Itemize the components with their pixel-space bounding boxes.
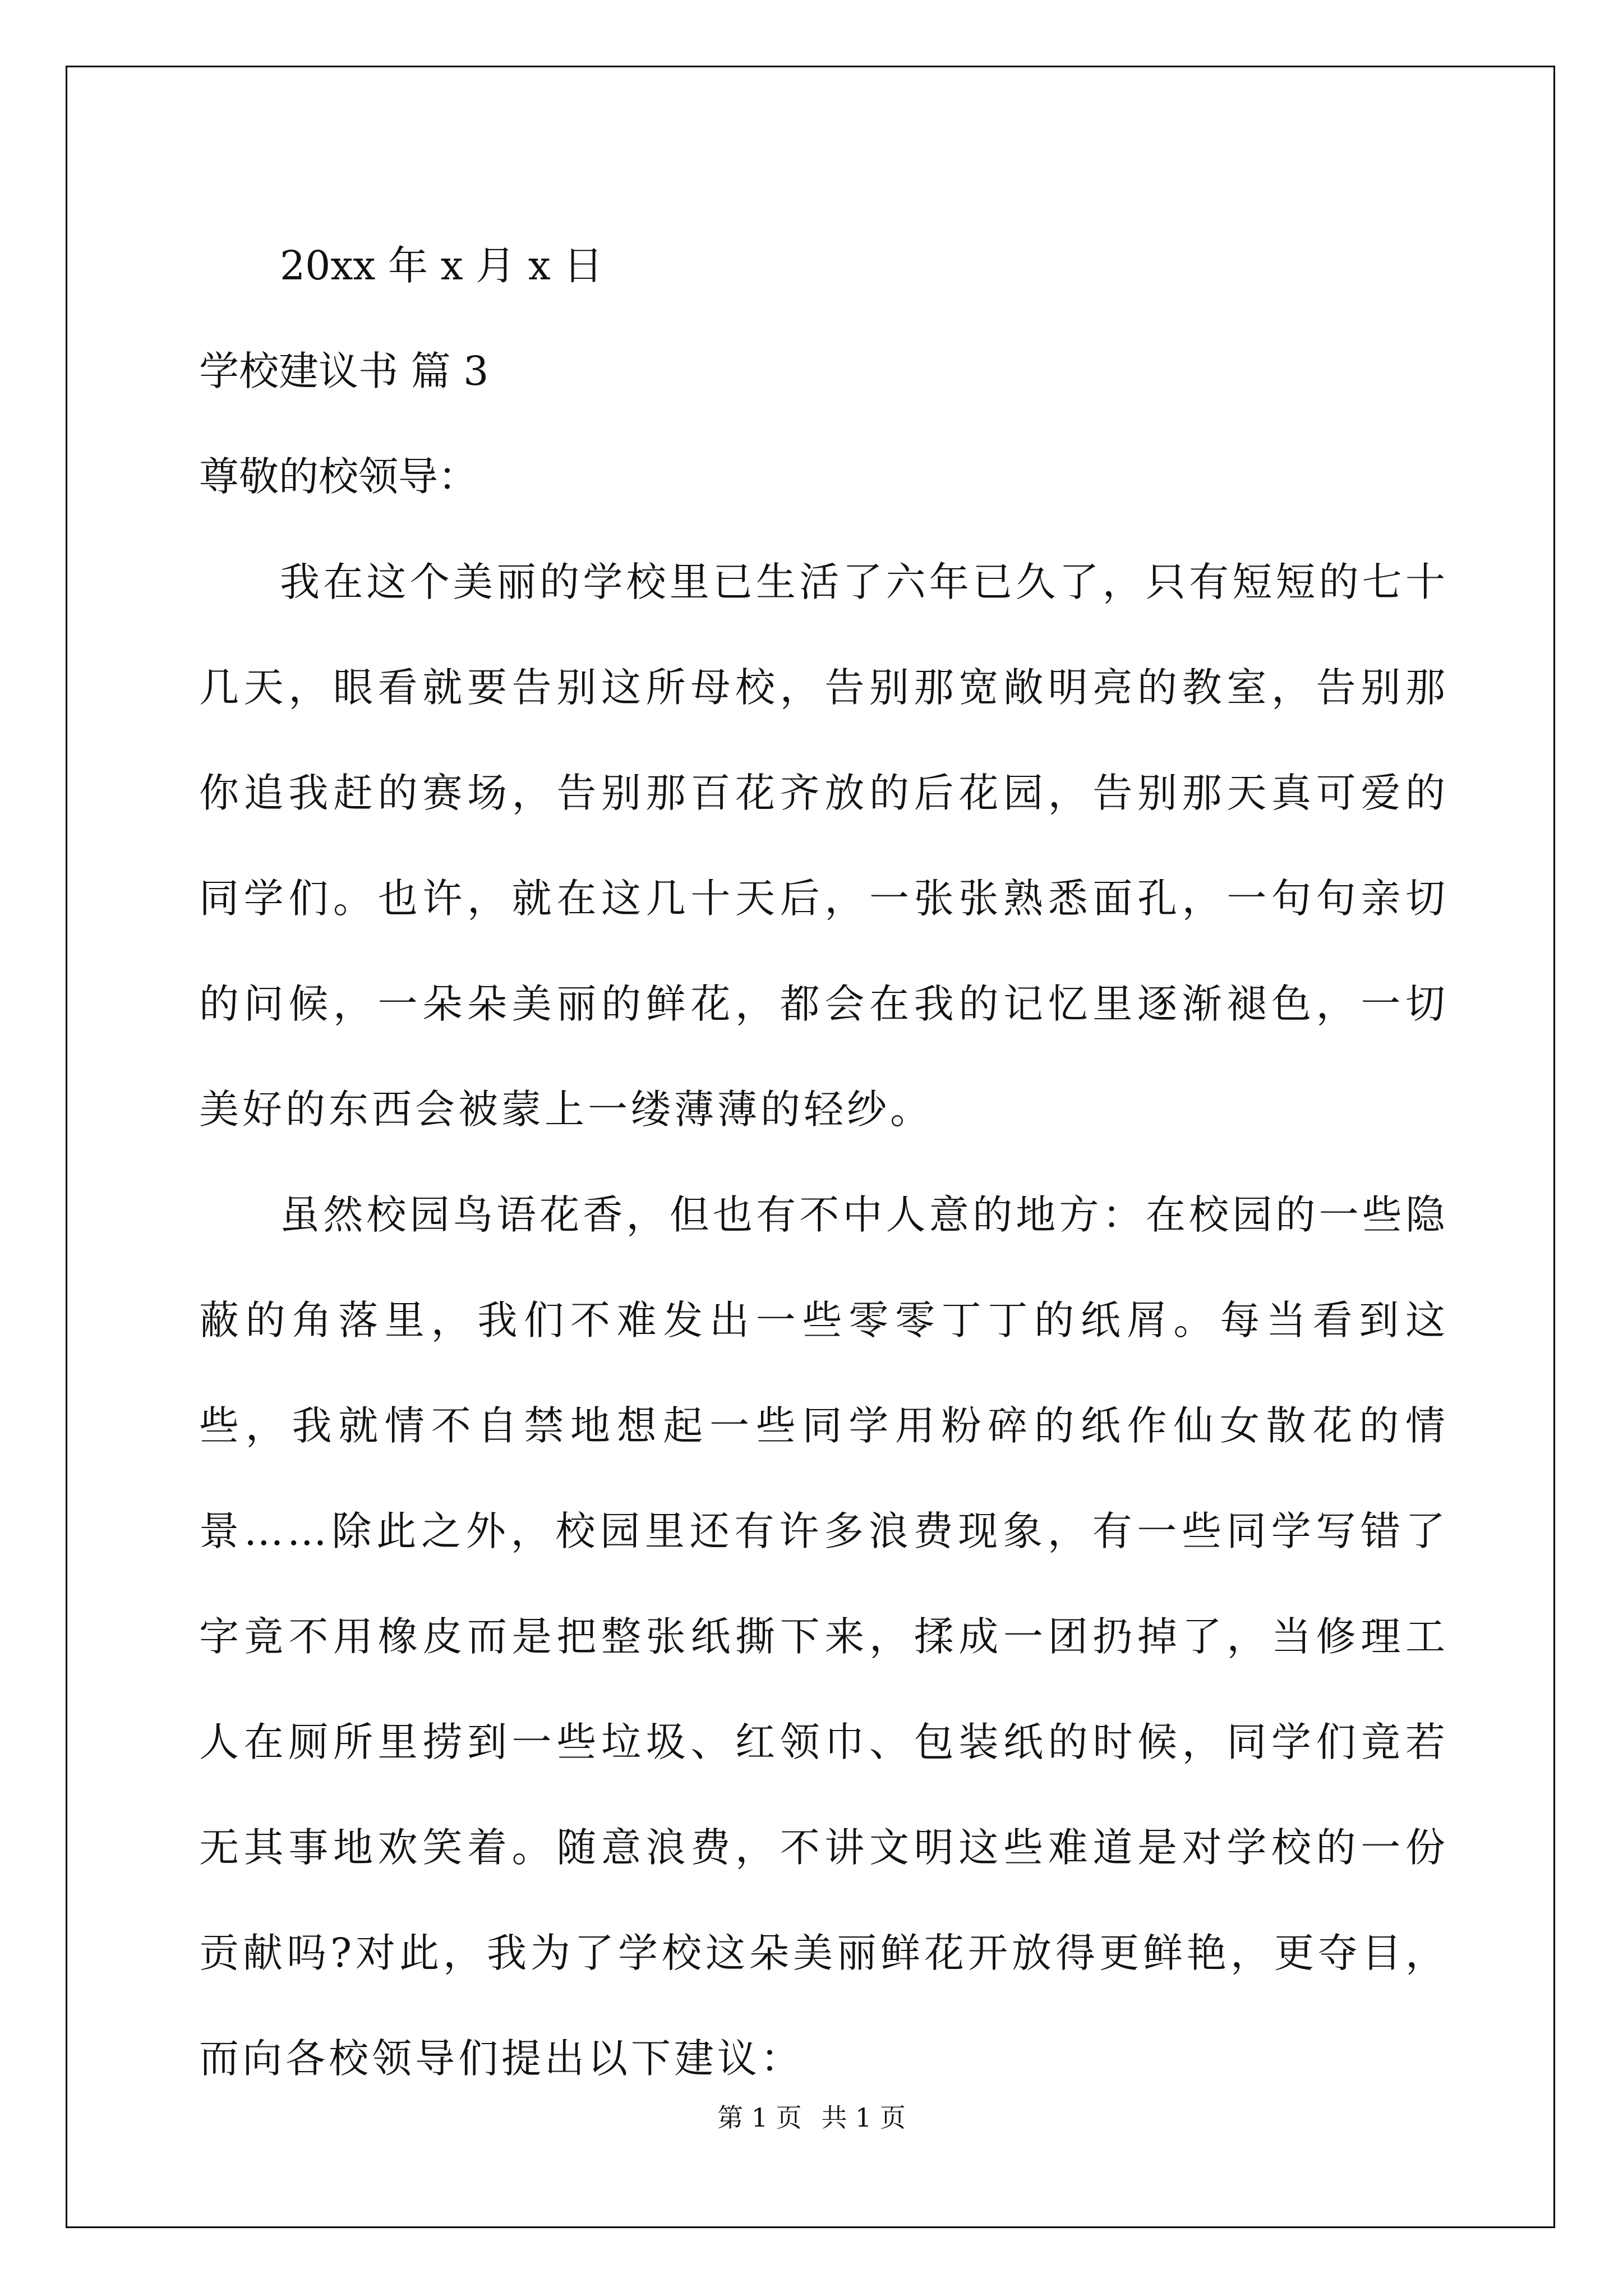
- page-footer: [0, 2101, 1623, 2134]
- document-body: [199, 213, 1449, 2111]
- paragraph-1: 我在这个美丽的学校里已生活了六年已久了，只有短短的七十几天，眼看就要告别这所母校，告别那宽敞明亮的教室，告别那你追我赶的赛场，告别那百花齐放的后花园，告别那天真可爱的同学们。也许，就在这几十天后，一张张熟悉面孔，一句句亲切的问候，一朵朵美丽的鲜花，都会在我的记忆里逐渐褪色，一切美好的东西会被蒙上一缕薄薄的轻纱。: [199, 559, 1449, 1133]
- section-title: 学校建议书 篇 3: [199, 348, 489, 394]
- paragraph-2: 虽然校园鸟语花香，但也有不中人意的地方：在校园的一些隐蔽的角落里，我们不难发出一些零零丁丁的纸屑。每当看到这些，我就情不自禁地想起一些同学用粉碎的纸作仙女散花的情景……除此之外，校园里还有许多浪费现象，有一些同学写错了字竟不用橡皮而是把整张纸撕下来，揉成一团扔掉了，当修理工人在厕所里捞到一些垃圾、红领巾、包装纸的时候，同学们竟若无其事地欢笑着。随意浪费，不讲文明这些难道是对学校的一份贡献吗?对此，我为了学校这朵美丽鲜花开放得更鲜艳，更夺目，而向各校领导们提出以下建议：: [199, 1191, 1449, 2082]
- page-number: 第 1 页: [717, 2102, 802, 2133]
- salutation: 尊敬的校领导：: [199, 453, 478, 500]
- date-line: 20xx 年 x 月 x 日: [280, 242, 603, 289]
- page-total: 共 1 页: [821, 2102, 906, 2133]
